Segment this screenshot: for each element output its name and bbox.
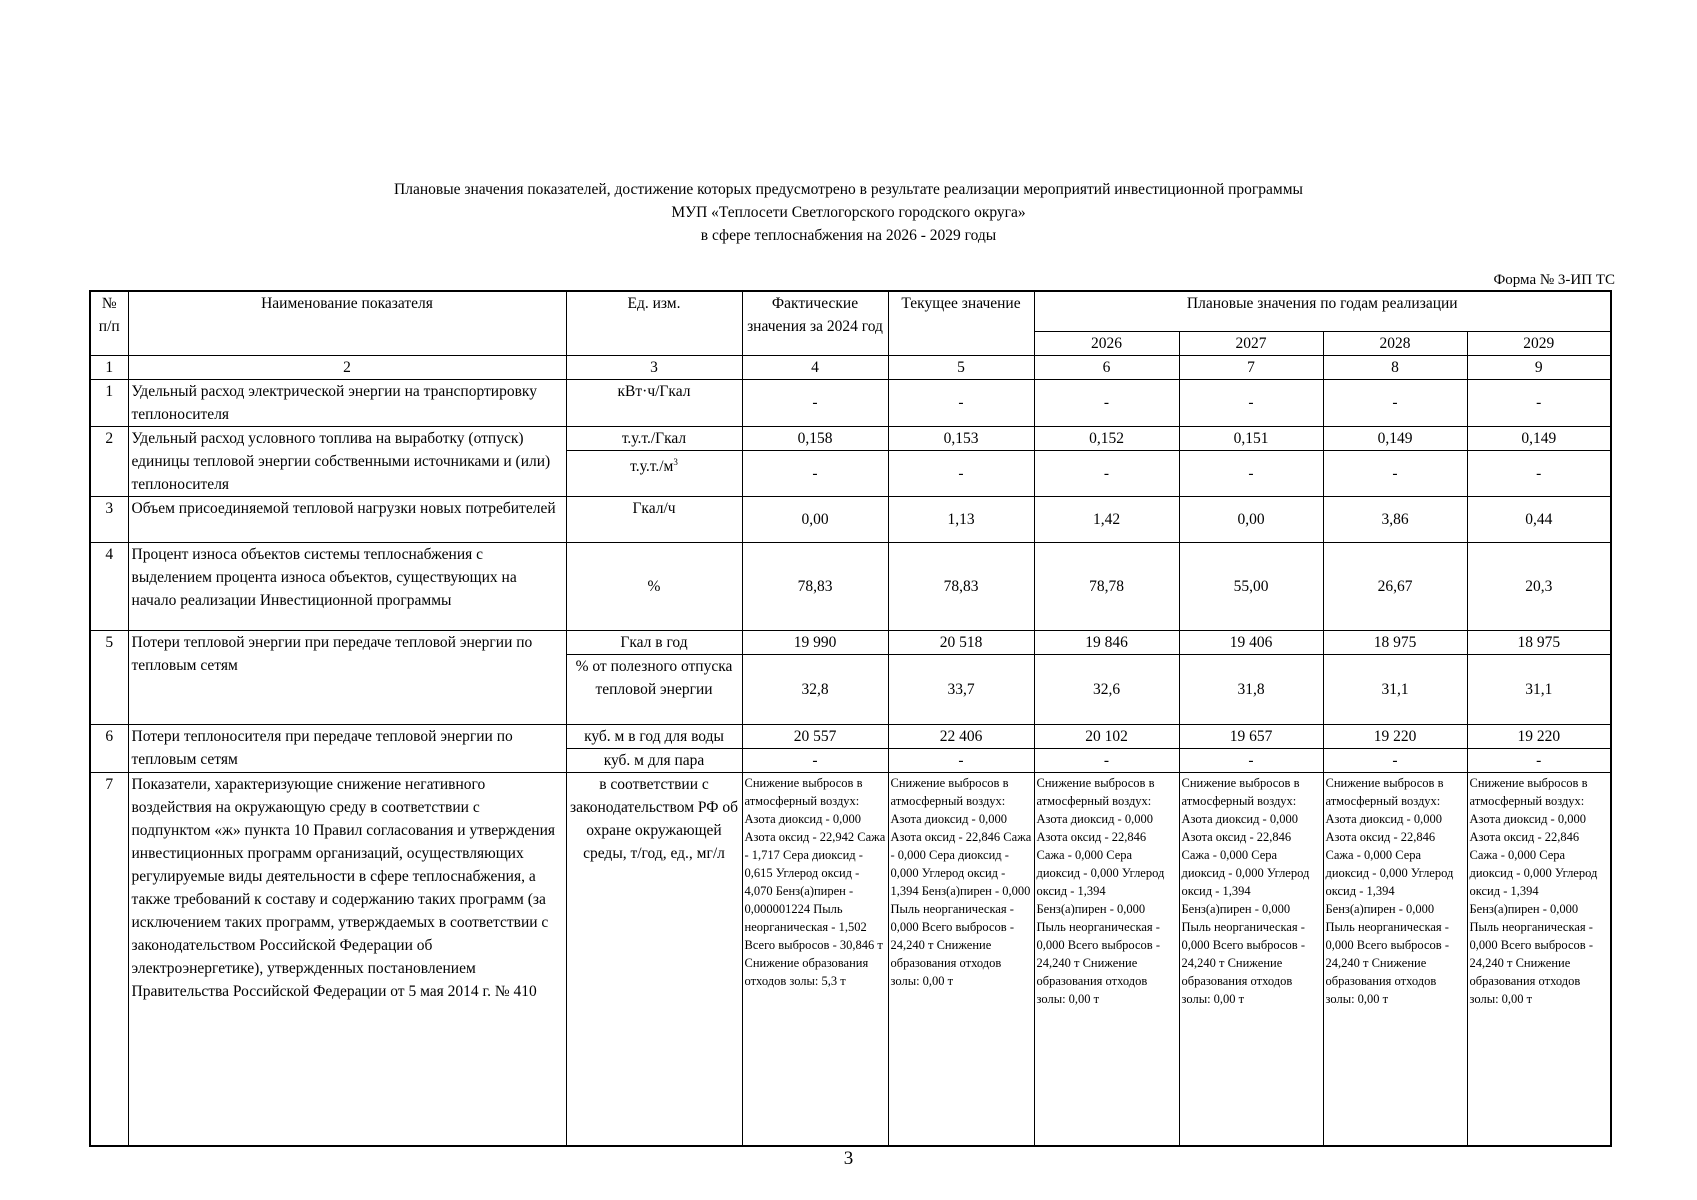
row-unit: т.у.т./Гкал <box>566 426 742 451</box>
row-unit: Гкал/ч <box>566 496 742 542</box>
form-number: Форма № 3-ИП ТС <box>1493 272 1615 288</box>
row-value: 0,00 <box>742 496 888 542</box>
row-value: Снижение выбросов в атмосферный воздух: Азота диоксид - 0,000 Азота оксид - 22,942 Сажа - 1,717 Сера диоксид - 0,615 Углерод оксид - 4,070 Бенз(а)пирен - 0,000001224 Пыль неорганическая - 1,502 Всего выбросов - 30,846 т Снижение образования отходов золы: 5,3 т <box>742 772 888 1146</box>
row-value: - <box>742 451 888 496</box>
row-value: - <box>1323 748 1467 772</box>
col-number: 9 <box>1467 355 1611 379</box>
row-value: Снижение выбросов в атмосферный воздух: Азота диоксид - 0,000 Азота оксид - 22,846 Сажа - 0,000 Сера диоксид - 0,000 Углерод оксид - 1,394 Бенз(а)пирен - 0,000 Пыль неорганическая - 0,000 Всего выбросов - 24,240 т Снижение образования отходов золы: 0,00 т <box>888 772 1034 1146</box>
row-value: - <box>1179 748 1323 772</box>
row-name: Показатели, характеризующие снижение негативного воздействия на окружающую среду в соответствии с подпунктом «ж» пункта 10 Правил согласования и утверждения инвестиционных программ организаций, осуществляющих регулируемые виды деятельности в сфере теплоснабжения, а также требований к составу и содержанию таких программ (за исключением таких программ, утверждаемых в соответствии с законодательством Российской Федерации об электроэнергетике), утвержденных постановлением Правительства Российской Федерации от 5 мая 2014 г. № 410 <box>128 772 566 1146</box>
header-num: № п/п <box>90 291 128 355</box>
row-value: 19 657 <box>1179 724 1323 748</box>
row-num: 4 <box>90 542 128 630</box>
row-value: - <box>742 379 888 426</box>
row-value: - <box>1467 748 1611 772</box>
row-value: - <box>888 451 1034 496</box>
row-value: 55,00 <box>1179 542 1323 630</box>
row-num: 3 <box>90 496 128 542</box>
row-unit: % от полезного отпуска тепловой энергии <box>566 654 742 724</box>
row-value: 31,1 <box>1323 654 1467 724</box>
row-value: - <box>1179 451 1323 496</box>
row-value: 0,44 <box>1467 496 1611 542</box>
row-value: 33,7 <box>888 654 1034 724</box>
row-num: 2 <box>90 426 128 496</box>
row-name: Удельный расход условного топлива на выработку (отпуск) единицы тепловой энергии собственными источниками и (или) теплоносителя <box>128 426 566 496</box>
header-year: 2028 <box>1323 331 1467 355</box>
unit-superscript: 3 <box>673 457 678 468</box>
row-value: 19 846 <box>1034 630 1179 654</box>
row-value: 3,86 <box>1323 496 1467 542</box>
row-value: 26,67 <box>1323 542 1467 630</box>
header-name: Наименование показателя <box>128 291 566 355</box>
table-row <box>90 426 1611 451</box>
row-value: - <box>1034 379 1179 426</box>
table-row <box>90 542 1611 630</box>
table-row <box>90 724 1611 748</box>
row-name: Процент износа объектов системы теплоснабжения с выделением процента износа объектов, существующих на начало реализации Инвестиционной программы <box>128 542 566 630</box>
row-value: - <box>888 379 1034 426</box>
row-value: 32,8 <box>742 654 888 724</box>
row-unit: куб. м для пара <box>566 748 742 772</box>
title-line-3: в сфере теплоснабжения на 2026 - 2029 годы <box>700 227 997 244</box>
header-actual: Фактические значения за 2024 год <box>742 291 888 355</box>
row-value: 18 975 <box>1323 630 1467 654</box>
row-unit: в соответствии с законодательством РФ об охране окружающей среды, т/год, ед., мг/л <box>566 772 742 1146</box>
row-value: 22 406 <box>888 724 1034 748</box>
document-title <box>0 178 1697 247</box>
row-num: 5 <box>90 630 128 724</box>
row-value: 20 557 <box>742 724 888 748</box>
header-unit: Ед. изм. <box>566 291 742 355</box>
header-year: 2027 <box>1179 331 1323 355</box>
header-year: 2029 <box>1467 331 1611 355</box>
row-value: 0,151 <box>1179 426 1323 451</box>
row-value: 20 102 <box>1034 724 1179 748</box>
col-number: 2 <box>128 355 566 379</box>
table-row <box>90 379 1611 426</box>
row-num: 7 <box>90 772 128 1146</box>
title-line-1: Плановые значения показателей, достижение которых предусмотрено в результате реализации мероприятий инвестиционной программы <box>394 181 1303 198</box>
row-unit <box>566 451 742 496</box>
row-value: 19 406 <box>1179 630 1323 654</box>
row-value: 31,1 <box>1467 654 1611 724</box>
col-number: 8 <box>1323 355 1467 379</box>
header-row <box>90 291 1611 331</box>
row-value: 0,00 <box>1179 496 1323 542</box>
col-number: 4 <box>742 355 888 379</box>
column-numbers-row <box>90 355 1611 379</box>
row-value: - <box>1034 451 1179 496</box>
row-value: 32,6 <box>1034 654 1179 724</box>
row-name: Потери тепловой энергии при передаче тепловой энергии по тепловым сетям <box>128 630 566 724</box>
row-value: - <box>1034 748 1179 772</box>
row-num: 1 <box>90 379 128 426</box>
row-value: 31,8 <box>1179 654 1323 724</box>
table-row <box>90 772 1611 1146</box>
page-number: 3 <box>843 1148 854 1169</box>
table-row <box>90 496 1611 542</box>
header-year: 2026 <box>1034 331 1179 355</box>
row-value: - <box>1179 379 1323 426</box>
row-value: 0,158 <box>742 426 888 451</box>
row-value: 18 975 <box>1467 630 1611 654</box>
row-value: 78,83 <box>742 542 888 630</box>
col-number: 1 <box>90 355 128 379</box>
col-number: 5 <box>888 355 1034 379</box>
row-num: 6 <box>90 724 128 772</box>
row-value: 20 518 <box>888 630 1034 654</box>
row-unit: кВт·ч/Гкал <box>566 379 742 426</box>
row-value: 0,149 <box>1467 426 1611 451</box>
row-value: Снижение выбросов в атмосферный воздух: Азота диоксид - 0,000 Азота оксид - 22,846 Сажа - 0,000 Сера диоксид - 0,000 Углерод оксид - 1,394 Бенз(а)пирен - 0,000 Пыль неорганическая - 0,000 Всего выбросов - 24,240 т Снижение образования отходов золы: 0,00 т <box>1467 772 1611 1146</box>
row-unit: куб. м в год для воды <box>566 724 742 748</box>
row-value: Снижение выбросов в атмосферный воздух: Азота диоксид - 0,000 Азота оксид - 22,846 Сажа - 0,000 Сера диоксид - 0,000 Углерод оксид - 1,394 Бенз(а)пирен - 0,000 Пыль неорганическая - 0,000 Всего выбросов - 24,240 т Снижение образования отходов золы: 0,00 т <box>1323 772 1467 1146</box>
row-value: Снижение выбросов в атмосферный воздух: Азота диоксид - 0,000 Азота оксид - 22,846 Сажа - 0,000 Сера диоксид - 0,000 Углерод оксид - 1,394 Бенз(а)пирен - 0,000 Пыль неорганическая - 0,000 Всего выбросов - 24,240 т Снижение образования отходов золы: 0,00 т <box>1179 772 1323 1146</box>
row-value: - <box>1467 451 1611 496</box>
row-unit: Гкал в год <box>566 630 742 654</box>
row-value: 0,152 <box>1034 426 1179 451</box>
row-name: Удельный расход электрической энергии на транспортировку теплоносителя <box>128 379 566 426</box>
row-value: - <box>742 748 888 772</box>
row-value: - <box>888 748 1034 772</box>
row-unit: % <box>566 542 742 630</box>
row-value: - <box>1323 379 1467 426</box>
col-number: 3 <box>566 355 742 379</box>
row-value: 78,78 <box>1034 542 1179 630</box>
indicators-table <box>89 290 1612 1147</box>
row-value: 19 990 <box>742 630 888 654</box>
row-unit-text: т.у.т./м <box>630 458 674 476</box>
header-planned: Плановые значения по годам реализации <box>1034 291 1611 331</box>
row-name: Потери теплоносителя при передаче тепловой энергии по тепловым сетям <box>128 724 566 772</box>
row-value: - <box>1467 379 1611 426</box>
col-number: 7 <box>1179 355 1323 379</box>
header-current: Текущее значение <box>888 291 1034 355</box>
row-value: - <box>1323 451 1467 496</box>
col-number: 6 <box>1034 355 1179 379</box>
row-value: 20,3 <box>1467 542 1611 630</box>
row-name: Объем присоединяемой тепловой нагрузки новых потребителей <box>128 496 566 542</box>
row-value: 78,83 <box>888 542 1034 630</box>
row-value: 19 220 <box>1467 724 1611 748</box>
row-value: 19 220 <box>1323 724 1467 748</box>
row-value: 1,13 <box>888 496 1034 542</box>
row-value: 0,153 <box>888 426 1034 451</box>
row-value: 0,149 <box>1323 426 1467 451</box>
row-value: 1,42 <box>1034 496 1179 542</box>
row-value: Снижение выбросов в атмосферный воздух: Азота диоксид - 0,000 Азота оксид - 22,846 Сажа - 0,000 Сера диоксид - 0,000 Углерод оксид - 1,394 Бенз(а)пирен - 0,000 Пыль неорганическая - 0,000 Всего выбросов - 24,240 т Снижение образования отходов золы: 0,00 т <box>1034 772 1179 1146</box>
table-row <box>90 630 1611 654</box>
title-line-2: МУП «Теплосети Светлогорского городского округа» <box>671 204 1026 221</box>
